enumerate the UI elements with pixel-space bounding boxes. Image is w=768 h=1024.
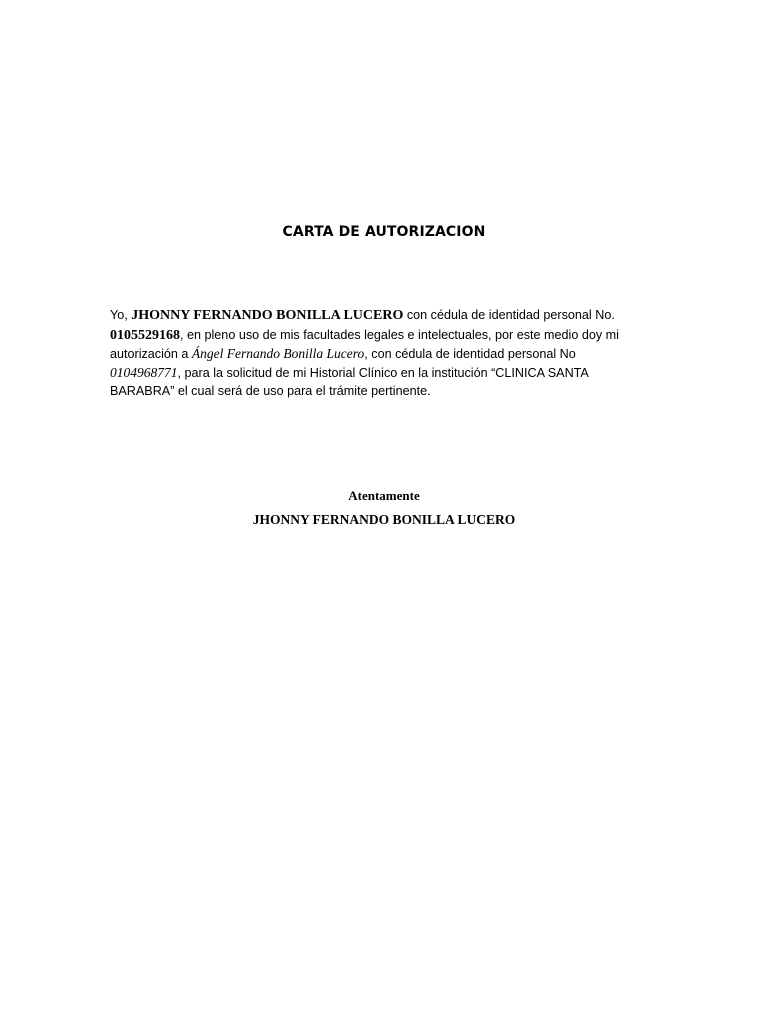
authorization-paragraph [110, 306, 655, 401]
signer-name: JHONNY FERNANDO BONILLA LUCERO [252, 512, 516, 527]
closing-salutation: Atentamente [348, 488, 420, 503]
paragraph-line-5: BARABRA” el cual será de uso para el trámite pertinente. [110, 384, 431, 399]
line4-suffix: , para la solicitud de mi Historial Clínico en la institución “CLINICA SANTA [177, 365, 589, 380]
line1-suffix: con cédula de identidad personal No. [403, 308, 615, 322]
paragraph-line-2 [110, 326, 655, 346]
grantor-name: JHONNY FERNANDO BONILLA LUCERO [131, 308, 404, 323]
document-title: CARTA DE AUTORIZACION [282, 224, 486, 240]
paragraph-line-4 [110, 364, 655, 383]
authorized-person-id: 0104968771 [110, 364, 178, 380]
line2-suffix: , en pleno uso de mis facultades legales e intelectuales, por este medio doy mi [180, 327, 619, 342]
line3-prefix: autorización a [110, 347, 192, 362]
grantor-id-number: 0105529168 [110, 327, 180, 343]
paragraph-line-1 [110, 306, 655, 326]
line3-suffix: , con cédula de identidad personal No [364, 347, 576, 362]
line1-prefix: Yo, [110, 308, 132, 322]
authorized-person-name: Ángel Fernando Bonilla Lucero [191, 346, 365, 362]
paragraph-line-3 [110, 345, 655, 364]
